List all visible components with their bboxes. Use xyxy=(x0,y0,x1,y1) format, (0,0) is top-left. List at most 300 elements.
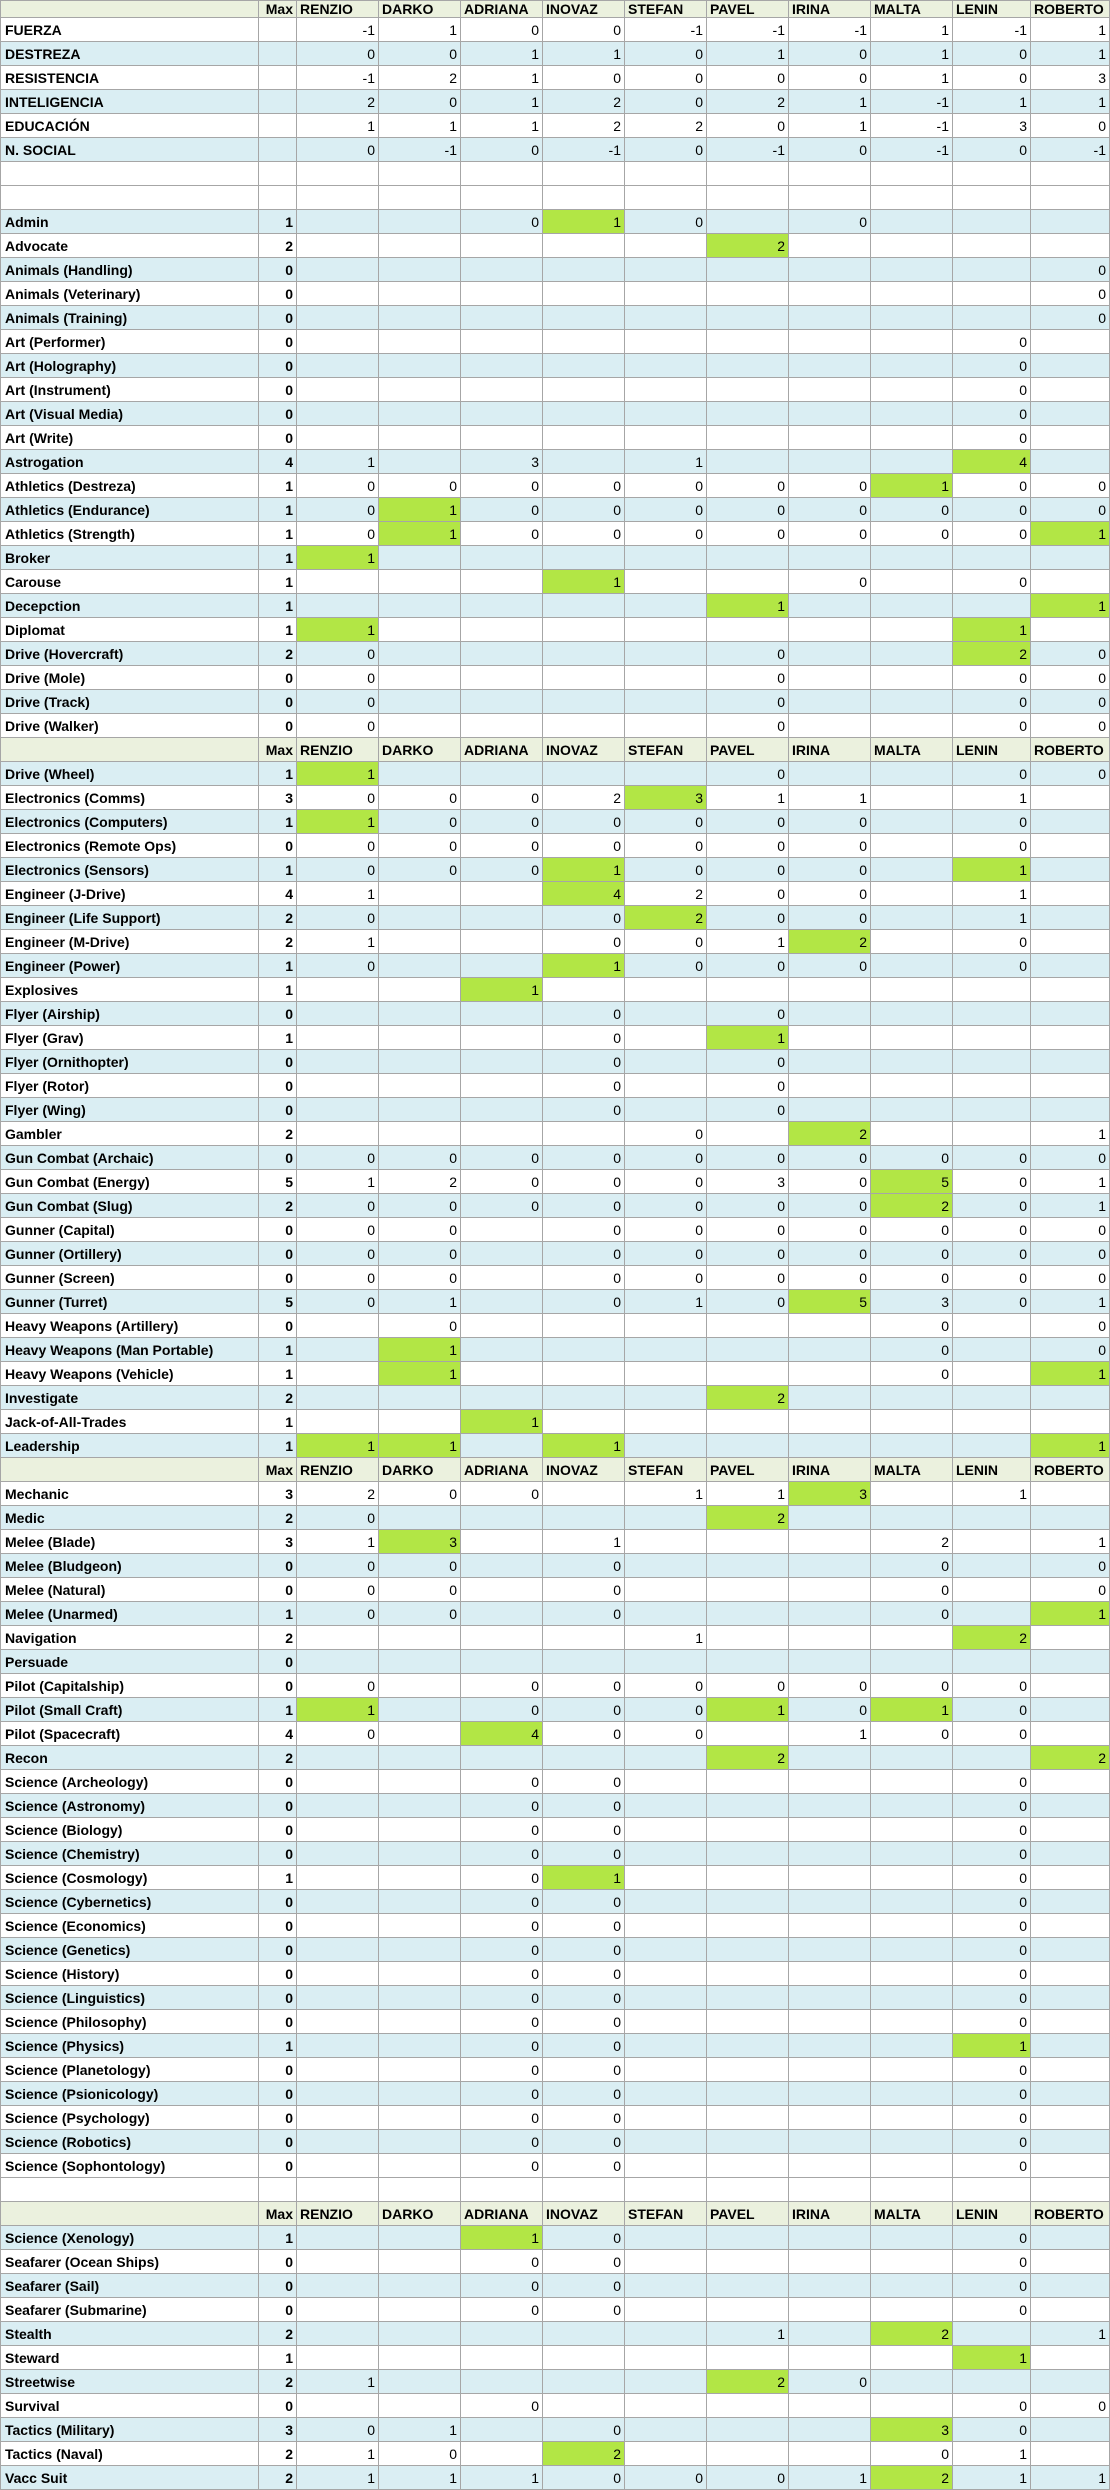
value-cell[interactable] xyxy=(789,2322,871,2346)
max-cell[interactable]: 0 xyxy=(259,1986,297,2010)
value-cell[interactable]: 0 xyxy=(953,2418,1031,2442)
value-cell[interactable] xyxy=(543,1314,625,1338)
value-cell[interactable]: 0 xyxy=(543,2010,625,2034)
value-cell[interactable]: 0 xyxy=(707,858,789,882)
value-cell[interactable] xyxy=(461,1554,543,1578)
value-cell[interactable]: 1 xyxy=(625,1626,707,1650)
value-cell[interactable] xyxy=(379,1866,461,1890)
value-cell[interactable] xyxy=(1031,1650,1110,1674)
value-cell[interactable]: 1 xyxy=(871,474,953,498)
value-cell[interactable]: 0 xyxy=(543,18,625,42)
value-cell[interactable]: 0 xyxy=(707,1194,789,1218)
value-cell[interactable]: 0 xyxy=(297,834,379,858)
value-cell[interactable] xyxy=(707,1650,789,1674)
value-cell[interactable]: 0 xyxy=(1031,474,1110,498)
value-cell[interactable] xyxy=(953,1386,1031,1410)
max-cell[interactable]: 1 xyxy=(259,570,297,594)
value-cell[interactable]: 0 xyxy=(871,1602,953,1626)
value-cell[interactable]: 0 xyxy=(1031,1554,1110,1578)
value-cell[interactable]: 1 xyxy=(297,2466,379,2490)
value-cell[interactable]: 1 xyxy=(297,930,379,954)
value-cell[interactable] xyxy=(461,1530,543,1554)
value-cell[interactable]: 1 xyxy=(297,1698,379,1722)
value-cell[interactable] xyxy=(379,666,461,690)
value-cell[interactable]: 0 xyxy=(625,1722,707,1746)
value-cell[interactable]: 0 xyxy=(953,1986,1031,2010)
value-cell[interactable]: 1 xyxy=(461,1410,543,1434)
value-cell[interactable] xyxy=(1031,2034,1110,2058)
value-cell[interactable]: 0 xyxy=(789,138,871,162)
value-cell[interactable]: 0 xyxy=(1031,1578,1110,1602)
value-cell[interactable]: 0 xyxy=(707,1242,789,1266)
value-cell[interactable] xyxy=(297,2298,379,2322)
max-cell[interactable]: 1 xyxy=(259,954,297,978)
value-cell[interactable] xyxy=(871,2226,953,2250)
value-cell[interactable] xyxy=(871,1098,953,1122)
value-cell[interactable] xyxy=(625,2154,707,2178)
value-cell[interactable] xyxy=(625,1746,707,1770)
max-cell[interactable]: 2 xyxy=(259,1386,297,1410)
value-cell[interactable] xyxy=(789,1818,871,1842)
value-cell[interactable] xyxy=(297,2394,379,2418)
value-cell[interactable] xyxy=(1031,162,1110,186)
value-cell[interactable]: -1 xyxy=(297,18,379,42)
value-cell[interactable] xyxy=(461,1602,543,1626)
value-cell[interactable] xyxy=(379,1410,461,1434)
value-cell[interactable] xyxy=(789,2250,871,2274)
value-cell[interactable] xyxy=(379,954,461,978)
value-cell[interactable] xyxy=(297,210,379,234)
value-cell[interactable] xyxy=(379,1842,461,1866)
value-cell[interactable] xyxy=(789,2082,871,2106)
max-cell[interactable]: 2 xyxy=(259,2370,297,2394)
value-cell[interactable]: 0 xyxy=(297,714,379,738)
value-cell[interactable] xyxy=(379,978,461,1002)
value-cell[interactable] xyxy=(871,1026,953,1050)
value-cell[interactable] xyxy=(707,1938,789,1962)
row-label-cell[interactable]: Pilot (Spacecraft) xyxy=(1,1722,259,1746)
value-cell[interactable]: 0 xyxy=(1031,1338,1110,1362)
row-label-cell[interactable]: Persuade xyxy=(1,1650,259,1674)
value-cell[interactable] xyxy=(625,2298,707,2322)
value-cell[interactable]: 1 xyxy=(1031,1290,1110,1314)
max-cell[interactable]: 0 xyxy=(259,1962,297,1986)
value-cell[interactable]: 0 xyxy=(297,642,379,666)
value-cell[interactable] xyxy=(379,234,461,258)
row-label-cell[interactable]: Science (Psychology) xyxy=(1,2106,259,2130)
row-label-cell[interactable]: Gun Combat (Slug) xyxy=(1,1194,259,1218)
max-cell[interactable]: 1 xyxy=(259,1866,297,1890)
value-cell[interactable] xyxy=(1031,450,1110,474)
value-cell[interactable]: STEFAN xyxy=(625,1,707,18)
value-cell[interactable] xyxy=(707,2346,789,2370)
row-label-cell[interactable]: Decepction xyxy=(1,594,259,618)
value-cell[interactable] xyxy=(461,2418,543,2442)
value-cell[interactable] xyxy=(543,762,625,786)
value-cell[interactable] xyxy=(461,1002,543,1026)
max-cell[interactable]: 2 xyxy=(259,642,297,666)
value-cell[interactable] xyxy=(379,210,461,234)
value-cell[interactable]: -1 xyxy=(625,18,707,42)
value-cell[interactable]: 2 xyxy=(625,906,707,930)
value-cell[interactable]: 0 xyxy=(461,2298,543,2322)
value-cell[interactable]: -1 xyxy=(871,90,953,114)
value-cell[interactable]: 0 xyxy=(461,858,543,882)
value-cell[interactable] xyxy=(543,1746,625,1770)
value-cell[interactable]: 4 xyxy=(543,882,625,906)
value-cell[interactable] xyxy=(543,690,625,714)
value-cell[interactable] xyxy=(707,1602,789,1626)
value-cell[interactable]: 1 xyxy=(871,1698,953,1722)
value-cell[interactable] xyxy=(1031,1674,1110,1698)
value-cell[interactable] xyxy=(461,402,543,426)
value-cell[interactable] xyxy=(871,1050,953,1074)
value-cell[interactable] xyxy=(707,186,789,210)
row-label-cell[interactable]: Art (Performer) xyxy=(1,330,259,354)
row-label-cell[interactable]: Melee (Unarmed) xyxy=(1,1602,259,1626)
row-label-cell[interactable]: Stealth xyxy=(1,2322,259,2346)
value-cell[interactable] xyxy=(871,426,953,450)
row-label-cell[interactable] xyxy=(1,2178,259,2202)
value-cell[interactable]: 0 xyxy=(543,1698,625,1722)
value-cell[interactable]: 0 xyxy=(707,1674,789,1698)
row-label-cell[interactable]: Engineer (M-Drive) xyxy=(1,930,259,954)
max-cell[interactable]: Max xyxy=(259,1,297,18)
value-cell[interactable]: MALTA xyxy=(871,738,953,762)
value-cell[interactable] xyxy=(789,354,871,378)
value-cell[interactable]: 0 xyxy=(953,1698,1031,1722)
value-cell[interactable]: 0 xyxy=(543,1266,625,1290)
value-cell[interactable] xyxy=(625,1410,707,1434)
value-cell[interactable]: 0 xyxy=(297,1506,379,1530)
value-cell[interactable]: 0 xyxy=(1031,498,1110,522)
max-cell[interactable]: 0 xyxy=(259,330,297,354)
value-cell[interactable]: RENZIO xyxy=(297,1,379,18)
value-cell[interactable]: 2 xyxy=(707,1746,789,1770)
value-cell[interactable] xyxy=(1031,954,1110,978)
value-cell[interactable]: 2 xyxy=(543,90,625,114)
value-cell[interactable]: 0 xyxy=(1031,258,1110,282)
value-cell[interactable] xyxy=(1031,426,1110,450)
value-cell[interactable] xyxy=(379,2250,461,2274)
value-cell[interactable]: 0 xyxy=(543,1098,625,1122)
row-label-cell[interactable]: Gun Combat (Archaic) xyxy=(1,1146,259,1170)
value-cell[interactable] xyxy=(625,330,707,354)
value-cell[interactable]: 0 xyxy=(789,2370,871,2394)
value-cell[interactable]: 0 xyxy=(953,1194,1031,1218)
value-cell[interactable] xyxy=(297,594,379,618)
value-cell[interactable] xyxy=(297,378,379,402)
row-label-cell[interactable]: Gunner (Ortillery) xyxy=(1,1242,259,1266)
value-cell[interactable] xyxy=(461,2346,543,2370)
value-cell[interactable]: 0 xyxy=(871,1554,953,1578)
value-cell[interactable] xyxy=(789,1746,871,1770)
value-cell[interactable] xyxy=(707,1410,789,1434)
value-cell[interactable] xyxy=(1031,2346,1110,2370)
value-cell[interactable] xyxy=(461,1578,543,1602)
value-cell[interactable] xyxy=(461,1434,543,1458)
value-cell[interactable]: ADRIANA xyxy=(461,1458,543,1482)
value-cell[interactable] xyxy=(461,954,543,978)
max-cell[interactable]: 1 xyxy=(259,1026,297,1050)
value-cell[interactable] xyxy=(379,1746,461,1770)
value-cell[interactable]: 0 xyxy=(789,810,871,834)
value-cell[interactable] xyxy=(871,2130,953,2154)
value-cell[interactable]: 0 xyxy=(543,1218,625,1242)
value-cell[interactable] xyxy=(625,2418,707,2442)
value-cell[interactable]: 0 xyxy=(789,570,871,594)
row-label-cell[interactable]: Science (Planetology) xyxy=(1,2058,259,2082)
value-cell[interactable]: 0 xyxy=(543,1026,625,1050)
value-cell[interactable]: 1 xyxy=(543,1434,625,1458)
value-cell[interactable] xyxy=(461,594,543,618)
row-label-cell[interactable]: Pilot (Small Craft) xyxy=(1,1698,259,1722)
value-cell[interactable] xyxy=(1031,834,1110,858)
value-cell[interactable]: STEFAN xyxy=(625,1458,707,1482)
max-cell[interactable] xyxy=(259,186,297,210)
max-cell[interactable]: 1 xyxy=(259,978,297,1002)
value-cell[interactable] xyxy=(871,1122,953,1146)
value-cell[interactable]: 1 xyxy=(1031,90,1110,114)
max-cell[interactable]: 2 xyxy=(259,234,297,258)
value-cell[interactable]: 1 xyxy=(543,1530,625,1554)
value-cell[interactable] xyxy=(625,2106,707,2130)
value-cell[interactable] xyxy=(789,1770,871,1794)
value-cell[interactable] xyxy=(379,1722,461,1746)
value-cell[interactable] xyxy=(953,1554,1031,1578)
max-cell[interactable]: 0 xyxy=(259,1098,297,1122)
value-cell[interactable] xyxy=(543,2178,625,2202)
row-label-cell[interactable]: Science (Cybernetics) xyxy=(1,1890,259,1914)
row-label-cell[interactable]: Drive (Track) xyxy=(1,690,259,714)
max-cell[interactable]: 2 xyxy=(259,1194,297,1218)
row-label-cell[interactable]: Science (Cosmology) xyxy=(1,1866,259,1890)
value-cell[interactable] xyxy=(379,2274,461,2298)
row-label-cell[interactable]: Science (Robotics) xyxy=(1,2130,259,2154)
row-label-cell[interactable]: Science (Economics) xyxy=(1,1914,259,1938)
value-cell[interactable] xyxy=(789,1626,871,1650)
value-cell[interactable] xyxy=(297,2322,379,2346)
value-cell[interactable] xyxy=(953,1434,1031,1458)
value-cell[interactable] xyxy=(953,1602,1031,1626)
value-cell[interactable] xyxy=(379,1002,461,1026)
value-cell[interactable] xyxy=(871,858,953,882)
value-cell[interactable]: -1 xyxy=(789,18,871,42)
value-cell[interactable]: LENIN xyxy=(953,738,1031,762)
row-label-cell[interactable]: Animals (Veterinary) xyxy=(1,282,259,306)
value-cell[interactable]: 0 xyxy=(297,1602,379,1626)
value-cell[interactable]: INOVAZ xyxy=(543,2202,625,2226)
value-cell[interactable] xyxy=(953,1506,1031,1530)
value-cell[interactable] xyxy=(297,1410,379,1434)
value-cell[interactable] xyxy=(379,1026,461,1050)
value-cell[interactable] xyxy=(379,426,461,450)
value-cell[interactable]: 0 xyxy=(953,354,1031,378)
value-cell[interactable]: 0 xyxy=(707,666,789,690)
value-cell[interactable] xyxy=(461,1626,543,1650)
value-cell[interactable]: 0 xyxy=(625,858,707,882)
row-label-cell[interactable]: Melee (Natural) xyxy=(1,1578,259,1602)
value-cell[interactable]: 2 xyxy=(707,90,789,114)
value-cell[interactable] xyxy=(871,570,953,594)
value-cell[interactable]: 0 xyxy=(379,90,461,114)
value-cell[interactable]: 0 xyxy=(1031,1314,1110,1338)
value-cell[interactable] xyxy=(379,1650,461,1674)
value-cell[interactable]: 0 xyxy=(953,2394,1031,2418)
row-label-cell[interactable]: Survival xyxy=(1,2394,259,2418)
value-cell[interactable] xyxy=(953,1338,1031,1362)
value-cell[interactable]: 0 xyxy=(789,954,871,978)
value-cell[interactable]: 0 xyxy=(625,1194,707,1218)
value-cell[interactable] xyxy=(953,1530,1031,1554)
value-cell[interactable]: 0 xyxy=(543,1674,625,1698)
value-cell[interactable] xyxy=(789,1050,871,1074)
value-cell[interactable]: 0 xyxy=(543,1842,625,1866)
row-label-cell[interactable]: Science (Linguistics) xyxy=(1,1986,259,2010)
max-cell[interactable]: 2 xyxy=(259,1506,297,1530)
row-label-cell[interactable] xyxy=(1,738,259,762)
value-cell[interactable]: 1 xyxy=(297,2370,379,2394)
value-cell[interactable] xyxy=(789,1650,871,1674)
value-cell[interactable]: 0 xyxy=(625,1242,707,1266)
value-cell[interactable]: 2 xyxy=(871,1530,953,1554)
value-cell[interactable] xyxy=(625,258,707,282)
value-cell[interactable]: 0 xyxy=(543,1890,625,1914)
value-cell[interactable]: 0 xyxy=(461,2274,543,2298)
value-cell[interactable] xyxy=(297,1026,379,1050)
value-cell[interactable] xyxy=(1031,1506,1110,1530)
value-cell[interactable]: 0 xyxy=(625,66,707,90)
value-cell[interactable]: 1 xyxy=(379,498,461,522)
value-cell[interactable]: 0 xyxy=(707,690,789,714)
value-cell[interactable]: 0 xyxy=(625,1170,707,1194)
value-cell[interactable] xyxy=(625,354,707,378)
value-cell[interactable] xyxy=(707,258,789,282)
value-cell[interactable]: 0 xyxy=(953,42,1031,66)
row-label-cell[interactable]: Flyer (Grav) xyxy=(1,1026,259,1050)
max-cell[interactable]: 1 xyxy=(259,1362,297,1386)
value-cell[interactable] xyxy=(625,1506,707,1530)
max-cell[interactable]: 5 xyxy=(259,1170,297,1194)
value-cell[interactable]: 0 xyxy=(953,474,1031,498)
value-cell[interactable] xyxy=(1031,618,1110,642)
value-cell[interactable] xyxy=(1031,2418,1110,2442)
value-cell[interactable] xyxy=(871,1650,953,1674)
value-cell[interactable] xyxy=(297,1362,379,1386)
value-cell[interactable]: 0 xyxy=(297,1674,379,1698)
value-cell[interactable]: 1 xyxy=(953,906,1031,930)
value-cell[interactable] xyxy=(379,2346,461,2370)
value-cell[interactable]: 2 xyxy=(543,786,625,810)
value-cell[interactable] xyxy=(707,1818,789,1842)
value-cell[interactable] xyxy=(379,1770,461,1794)
value-cell[interactable] xyxy=(461,186,543,210)
value-cell[interactable] xyxy=(625,546,707,570)
value-cell[interactable]: 2 xyxy=(297,90,379,114)
value-cell[interactable] xyxy=(625,1578,707,1602)
value-cell[interactable] xyxy=(297,2274,379,2298)
max-cell[interactable]: 2 xyxy=(259,930,297,954)
value-cell[interactable]: 0 xyxy=(953,2106,1031,2130)
value-cell[interactable] xyxy=(625,2370,707,2394)
value-cell[interactable]: 0 xyxy=(707,522,789,546)
value-cell[interactable] xyxy=(297,1098,379,1122)
value-cell[interactable] xyxy=(789,2034,871,2058)
value-cell[interactable]: 1 xyxy=(379,2418,461,2442)
value-cell[interactable] xyxy=(707,2082,789,2106)
value-cell[interactable]: 0 xyxy=(461,2010,543,2034)
value-cell[interactable] xyxy=(461,1050,543,1074)
value-cell[interactable]: 1 xyxy=(1031,18,1110,42)
value-cell[interactable]: 0 xyxy=(543,2130,625,2154)
value-cell[interactable] xyxy=(1031,858,1110,882)
value-cell[interactable]: 0 xyxy=(297,42,379,66)
value-cell[interactable] xyxy=(871,714,953,738)
value-cell[interactable] xyxy=(953,2178,1031,2202)
row-label-cell[interactable]: Electronics (Remote Ops) xyxy=(1,834,259,858)
value-cell[interactable]: 2 xyxy=(871,2466,953,2490)
value-cell[interactable] xyxy=(461,1098,543,1122)
value-cell[interactable] xyxy=(1031,378,1110,402)
value-cell[interactable] xyxy=(871,2394,953,2418)
value-cell[interactable] xyxy=(625,2010,707,2034)
value-cell[interactable] xyxy=(1031,2274,1110,2298)
max-cell[interactable]: 0 xyxy=(259,666,297,690)
value-cell[interactable] xyxy=(461,1338,543,1362)
value-cell[interactable] xyxy=(953,1314,1031,1338)
value-cell[interactable] xyxy=(1031,210,1110,234)
row-label-cell[interactable]: Tactics (Naval) xyxy=(1,2442,259,2466)
value-cell[interactable] xyxy=(625,1026,707,1050)
value-cell[interactable]: 1 xyxy=(379,522,461,546)
value-cell[interactable] xyxy=(871,1434,953,1458)
value-cell[interactable]: 0 xyxy=(707,474,789,498)
value-cell[interactable]: 0 xyxy=(707,66,789,90)
value-cell[interactable]: 0 xyxy=(871,1242,953,1266)
value-cell[interactable] xyxy=(625,690,707,714)
value-cell[interactable]: 0 xyxy=(297,858,379,882)
max-cell[interactable]: 1 xyxy=(259,474,297,498)
value-cell[interactable] xyxy=(625,282,707,306)
value-cell[interactable] xyxy=(1031,882,1110,906)
value-cell[interactable]: 0 xyxy=(871,498,953,522)
value-cell[interactable]: 0 xyxy=(461,474,543,498)
value-cell[interactable] xyxy=(789,2394,871,2418)
value-cell[interactable]: 0 xyxy=(543,1002,625,1026)
value-cell[interactable]: 0 xyxy=(543,810,625,834)
value-cell[interactable] xyxy=(297,2178,379,2202)
value-cell[interactable] xyxy=(871,690,953,714)
value-cell[interactable] xyxy=(1031,546,1110,570)
value-cell[interactable] xyxy=(789,2154,871,2178)
value-cell[interactable]: 0 xyxy=(461,1194,543,1218)
value-cell[interactable]: 0 xyxy=(543,474,625,498)
value-cell[interactable]: 0 xyxy=(789,1170,871,1194)
value-cell[interactable] xyxy=(297,1002,379,1026)
value-cell[interactable]: 0 xyxy=(379,1554,461,1578)
value-cell[interactable] xyxy=(953,546,1031,570)
max-cell[interactable]: 3 xyxy=(259,1530,297,1554)
max-cell[interactable]: 4 xyxy=(259,1722,297,1746)
value-cell[interactable] xyxy=(871,1770,953,1794)
value-cell[interactable] xyxy=(707,2274,789,2298)
value-cell[interactable]: ROBERTO xyxy=(1031,738,1110,762)
value-cell[interactable] xyxy=(871,2250,953,2274)
value-cell[interactable]: 1 xyxy=(789,786,871,810)
max-cell[interactable]: 0 xyxy=(259,1842,297,1866)
value-cell[interactable] xyxy=(461,426,543,450)
value-cell[interactable] xyxy=(871,834,953,858)
